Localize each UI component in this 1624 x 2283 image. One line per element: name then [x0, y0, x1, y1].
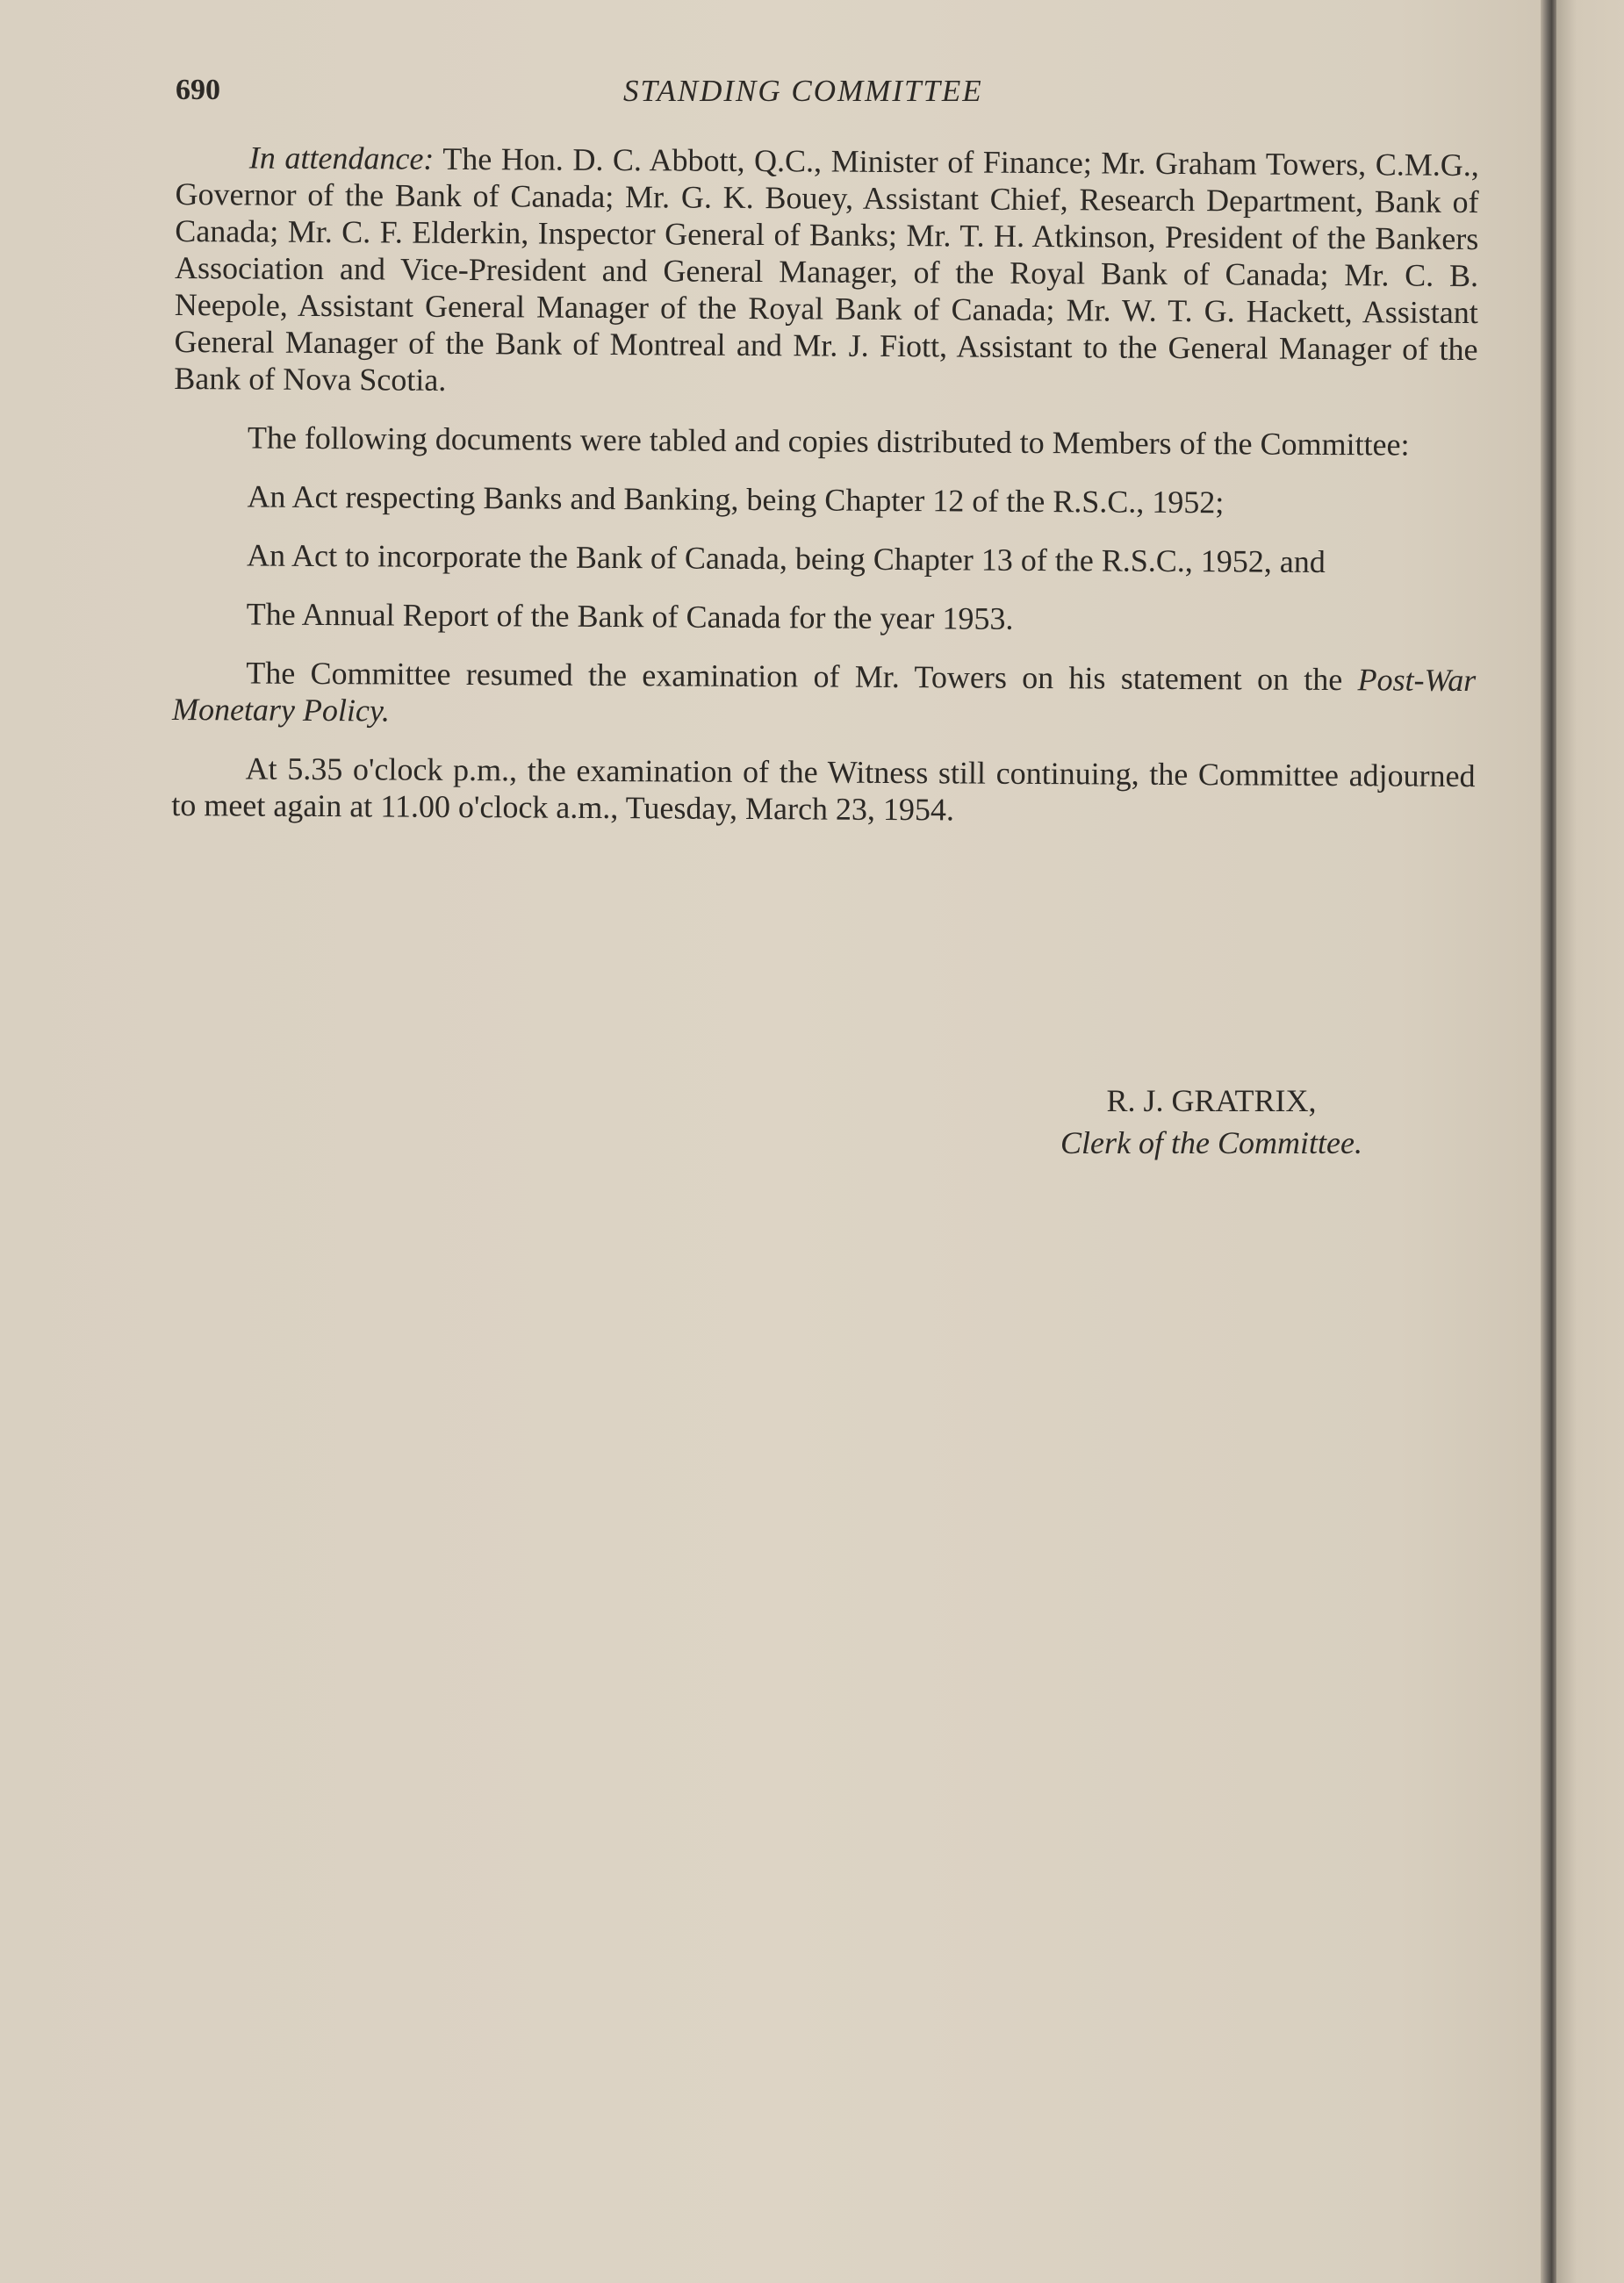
documents-intro-paragraph: The following documents were tabled and copies distributed to Members of the Committee: — [247, 420, 1410, 463]
policy-title: Post-War Monetary Policy. — [171, 662, 1477, 729]
signature-block — [966, 1080, 1457, 1164]
attendance-paragraph — [174, 139, 1479, 405]
clerk-title: Clerk of the Committee. — [1060, 1125, 1362, 1160]
clerk-name: R. J. GRATRIX, — [1106, 1083, 1317, 1118]
resumed-text: The Committee resumed the examination of Mr. Towers on his statement on the — [246, 655, 1343, 698]
attendance-text: The Hon. D. C. Abbott, Q.C., Minister of Finance; Mr. Graham Towers, C.M.G., Governor of the Bank of Canada; Mr. G. K. Bouey, Assistant Chief, Research Department, Bank of Canada; Mr. C. F. Elderkin, Inspector General of Banks; Mr. T. H. Atkinson, President of the Bankers Association and Vice-President and General Manager, of the Royal Bank of Canada; Mr. C. B. Neepole, Assistant General Manager of the Royal Bank of Canada; Mr. W. T. G. Hackett, Assistant General Manager of the Bank of Montreal and Mr. J. Fiott, Assistant to the General Manager of the Bank of Nova Scotia. — [174, 140, 1479, 398]
binding-gutter — [1541, 0, 1556, 2283]
document-item-2: An Act to incorporate the Bank of Canada, being Chapter 13 of the R.S.C., 1952, and — [246, 537, 1326, 580]
adjacent-page-edge — [1556, 0, 1624, 2283]
document-item-3: The Annual Report of the Bank of Canada for the year 1953. — [246, 596, 1014, 636]
running-head — [176, 74, 1475, 112]
document-item-1: An Act respecting Banks and Banking, being Chapter 12 of the R.S.C., 1952; — [247, 478, 1225, 520]
page-number: 690 — [176, 74, 220, 106]
attendance-label: In attendance: — [248, 140, 435, 176]
adjourned-paragraph: At 5.35 o'clock p.m., the examination of the Witness still continuing, the Committee adjourned to meet again at 11.00 o'clock a.m., Tuesday, March 23, 1954. — [171, 750, 1476, 828]
minutes-body — [171, 139, 1479, 853]
page-title: STANDING COMMITTEE — [623, 74, 983, 108]
resumed-paragraph — [172, 654, 1476, 736]
